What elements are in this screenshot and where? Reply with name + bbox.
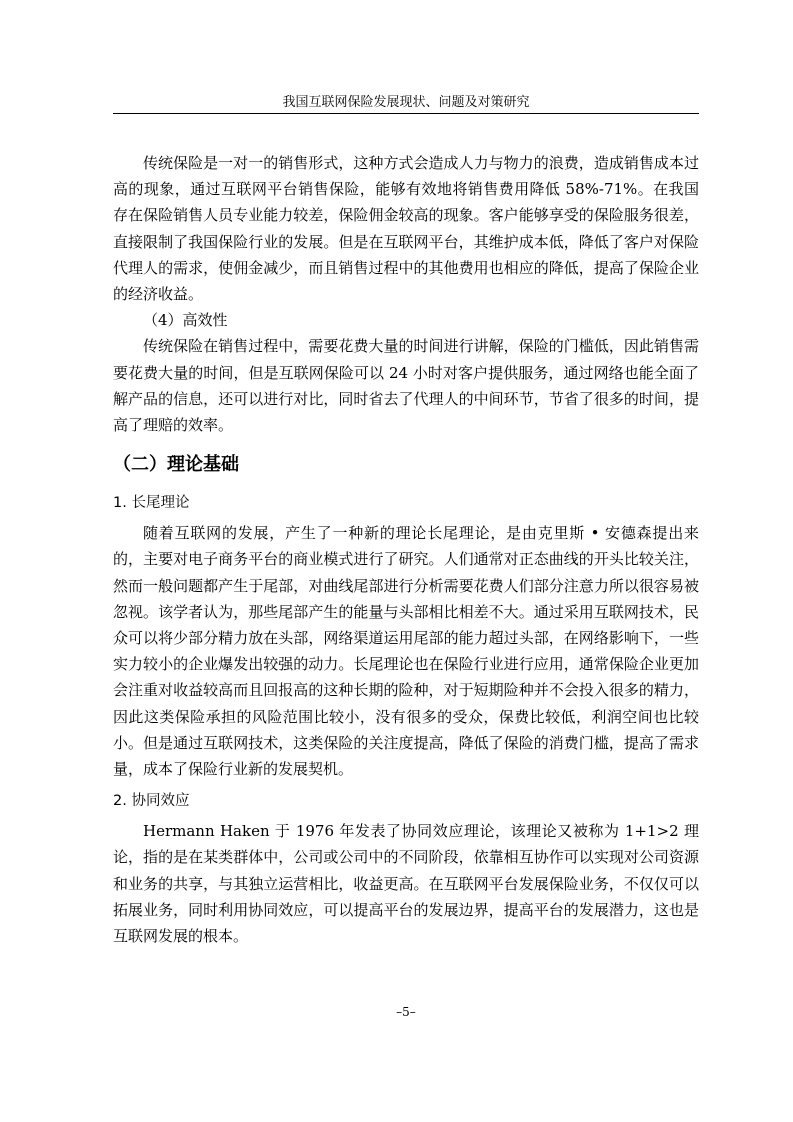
section-heading-theory: （二）理论基础 (113, 454, 239, 476)
header-rule (113, 113, 699, 114)
paragraph-efficiency: 传统保险在销售过程中，需要花费大量的时间进行讲解，保险的门槛低，因此销售需要花费大量的时间，但是互联网保险可以 24 小时对客户提供服务，通过网络也能全面了解产品的信息，还可以进行对比，同时省去了代理人的中间环节，节省了很多的时间，提高了理赔的效率。 (113, 337, 699, 435)
subsection-heading-long-tail: 1. 长尾理论 (113, 495, 190, 512)
subsection-heading-synergy: 2. 协同效应 (113, 793, 190, 810)
page-number: –5– (396, 1005, 416, 1019)
paragraph-cost-reduction: 传统保险是一对一的销售形式，这种方式会造成人力与物力的浪费，造成销售成本过高的现象，通过互联网平台销售保险，能够有效地将销售费用降低 58%-71%。在我国存在保险销售人员专业能力较差，保险佣金较高的现象。客户能够享受的保险服务很差，直接限制了我国保险行业的发展。但是在互联网平台，其维护成本低，降低了客户对保险代理人的需求，使佣金减少，而且销售过程中的其他费用也相应的降低，提高了保险企业的经济收益。 (113, 154, 699, 304)
paragraph-long-tail: 随着互联网的发展，产生了一种新的理论长尾理论，是由克里斯 • 安德森提出来的，主要对电子商务平台的商业模式进行了研究。人们通常对正态曲线的开头比较关注，然而一般问题都产生于尾部，对曲线尾部进行分析需要花费人们部分注意力所以很容易被忽视。该学者认为，那些尾部产生的能量与头部相比相差不大。通过采用互联网技术，民众可以将少部分精力放在头部，网络渠道运用尾部的能力超过头部，在网络影响下，一些实力较小的企业爆发出较强的动力。长尾理论也在保险行业进行应用，通常保险企业更加会注重对收益较高而且回报高的这种长期的险种，对于短期险种并不会投入很多的精力，因此这类保险承担的风险范围比较小，没有很多的受众，保费比较低，利润空间也比较小。但是通过互联网技术，这类保险的关注度提高，降低了保险的消费门槛，提高了需求量，成本了保险行业新的发展契机。 (113, 524, 699, 779)
page-content (113, 150, 699, 949)
item-efficiency-heading: （4）高效性 (143, 311, 228, 330)
paragraph-synergy: Hermann Haken 于 1976 年发表了协同效应理论，该理论又被称为 1+1>2 理论，指的是在某类群体中，公司或公司中的不同阶段，依靠相互协作可以实现对公司资源和业务的共享，与其独立运营相比，收益更高。在互联网平台发展保险业务，不仅仅可以拓展业务，同时利用协同效应，可以提高平台的发展边界，提高平台的发展潜力，这也是互联网发展的根本。 (113, 822, 699, 946)
running-header: 我国互联网保险发展现状、问题及对策研究 (282, 95, 530, 110)
